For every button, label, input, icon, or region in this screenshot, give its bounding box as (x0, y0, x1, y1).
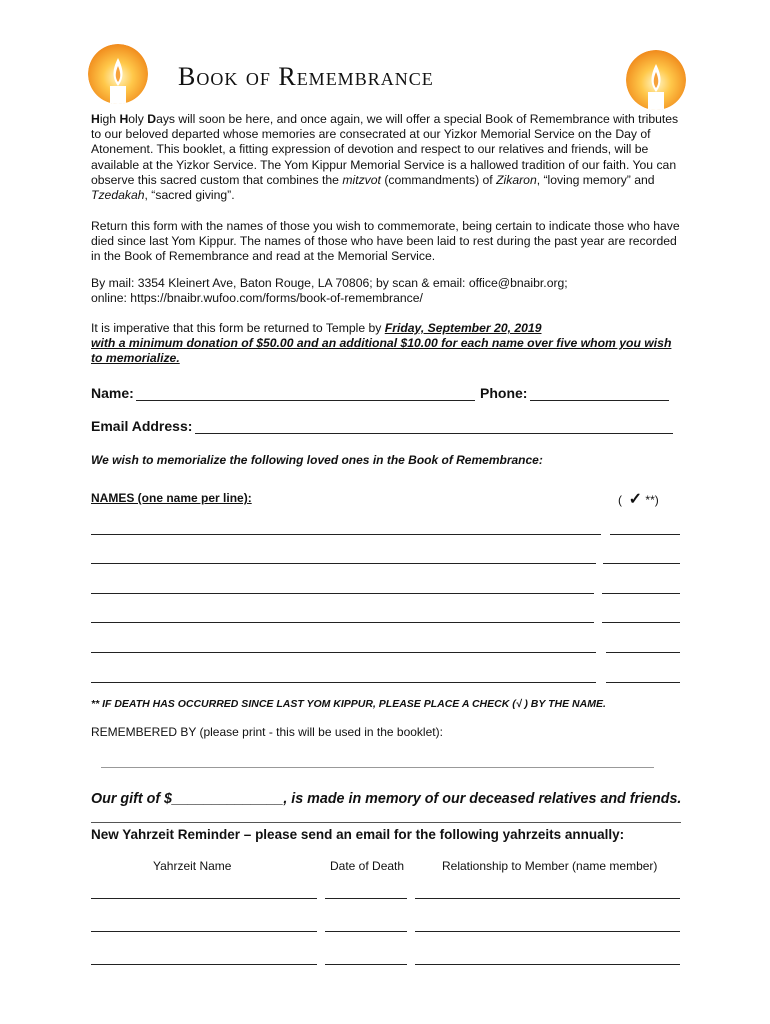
memorialize-text: We wish to memorialize the following loved ones in the Book of Remembrance: (91, 453, 543, 467)
online-line: online: https://bnaibr.wufoo.com/forms/book-of-remembrance/ (91, 291, 423, 306)
col-relationship: Relationship to Member (name member) (442, 859, 658, 873)
names-header: NAMES (one name per line): (91, 491, 252, 505)
check-line-2[interactable] (603, 563, 680, 564)
email-field[interactable] (195, 433, 673, 434)
col-yahrzeit-name: Yahrzeit Name (153, 859, 232, 873)
divider (91, 822, 681, 823)
name-label: Name: (91, 385, 134, 401)
yahrzeit-date-line-1[interactable] (325, 898, 407, 899)
gift-text: Our gift of $______________, is made in memory of our deceased relatives and friends. (91, 791, 682, 807)
intro-paragraph: High Holy Days will soon be here, and once again, we will offer a special Book of Remembrance with tributes to our beloved departed whose memories are consecrated at our Yizkor Memorial Service on the Day of Atonement. This booklet, a fitting expression of devotion and respect to our relatives and friends, will be available at the Yizkor Service. The Yom Kippur Memorial Service is a hallowed tradition of our faith. You can observe this sacred custom that combines the mitzvot (commandments) of Zikaron, “loving memory” and Tzedakah, “sacred giving”. (91, 112, 679, 203)
donation-text: with a minimum donation of $50.00 and an additional $10.00 for each name over five whom you wish to memorialize. (91, 336, 672, 366)
yahrzeit-name-line-1[interactable] (91, 898, 317, 899)
mail-info (91, 276, 681, 306)
yahrzeit-name-line-3[interactable] (91, 964, 317, 965)
candle-flame-icon (626, 50, 686, 110)
check-mark-icon: ✓ (628, 491, 643, 508)
check-line-5[interactable] (606, 652, 680, 653)
name-line-6[interactable] (91, 682, 596, 683)
name-line-3[interactable] (91, 593, 594, 594)
footnote: ** IF DEATH HAS OCCURRED SINCE LAST YOM KIPPUR, PLEASE PLACE A CHECK (√ ) BY THE NAME. (91, 698, 606, 710)
candle-logo-left (88, 44, 148, 104)
name-field[interactable] (136, 400, 475, 401)
check-line-3[interactable] (602, 593, 680, 594)
remembered-by-field[interactable] (101, 767, 654, 768)
yahrzeit-header: New Yahrzeit Reminder – please send an email for the following yahrzeits annually: (91, 827, 625, 842)
yahrzeit-relationship-line-3[interactable] (415, 964, 680, 965)
candle-logo-right (626, 50, 686, 110)
yahrzeit-relationship-line-1[interactable] (415, 898, 680, 899)
email-label: Email Address: (91, 418, 193, 434)
phone-field[interactable] (530, 400, 669, 401)
yahrzeit-name-line-2[interactable] (91, 931, 317, 932)
check-line-6[interactable] (606, 682, 680, 683)
deadline-paragraph: It is imperative that this form be returned to Temple by Friday, September 20, 2019 with a minimum donation of $50.00 and an additional $10.00 for each name over five whom you wish to memorialize. (91, 321, 672, 366)
name-line-4[interactable] (91, 622, 594, 623)
check-line-1[interactable] (610, 534, 680, 535)
col-date-of-death: Date of Death (330, 859, 405, 873)
page-title: Book of Remembrance (178, 62, 434, 91)
phone-label: Phone: (480, 385, 528, 401)
check-line-4[interactable] (602, 622, 680, 623)
name-line-2[interactable] (91, 563, 596, 564)
remembered-by-label: REMEMBERED BY (please print - this will be used in the booklet): (91, 725, 443, 739)
check-header: ( ✓ **) (618, 491, 659, 508)
name-line-5[interactable] (91, 652, 596, 653)
return-paragraph: Return this form with the names of those you wish to commemorate, being certain to indicate those who have died since last Yom Kippur. The names of those who have been laid to rest during the past year are recorded in the Book of Remembrance and read at the Memorial Service. (91, 219, 680, 264)
yahrzeit-relationship-line-2[interactable] (415, 931, 680, 932)
yahrzeit-date-line-2[interactable] (325, 931, 407, 932)
candle-flame-icon (88, 44, 148, 104)
mail-line: By mail: 3354 Kleinert Ave, Baton Rouge, LA 70806; by scan & email: office@bnaibr.org; (91, 276, 568, 290)
name-line-1[interactable] (91, 534, 601, 535)
yahrzeit-date-line-3[interactable] (325, 964, 407, 965)
